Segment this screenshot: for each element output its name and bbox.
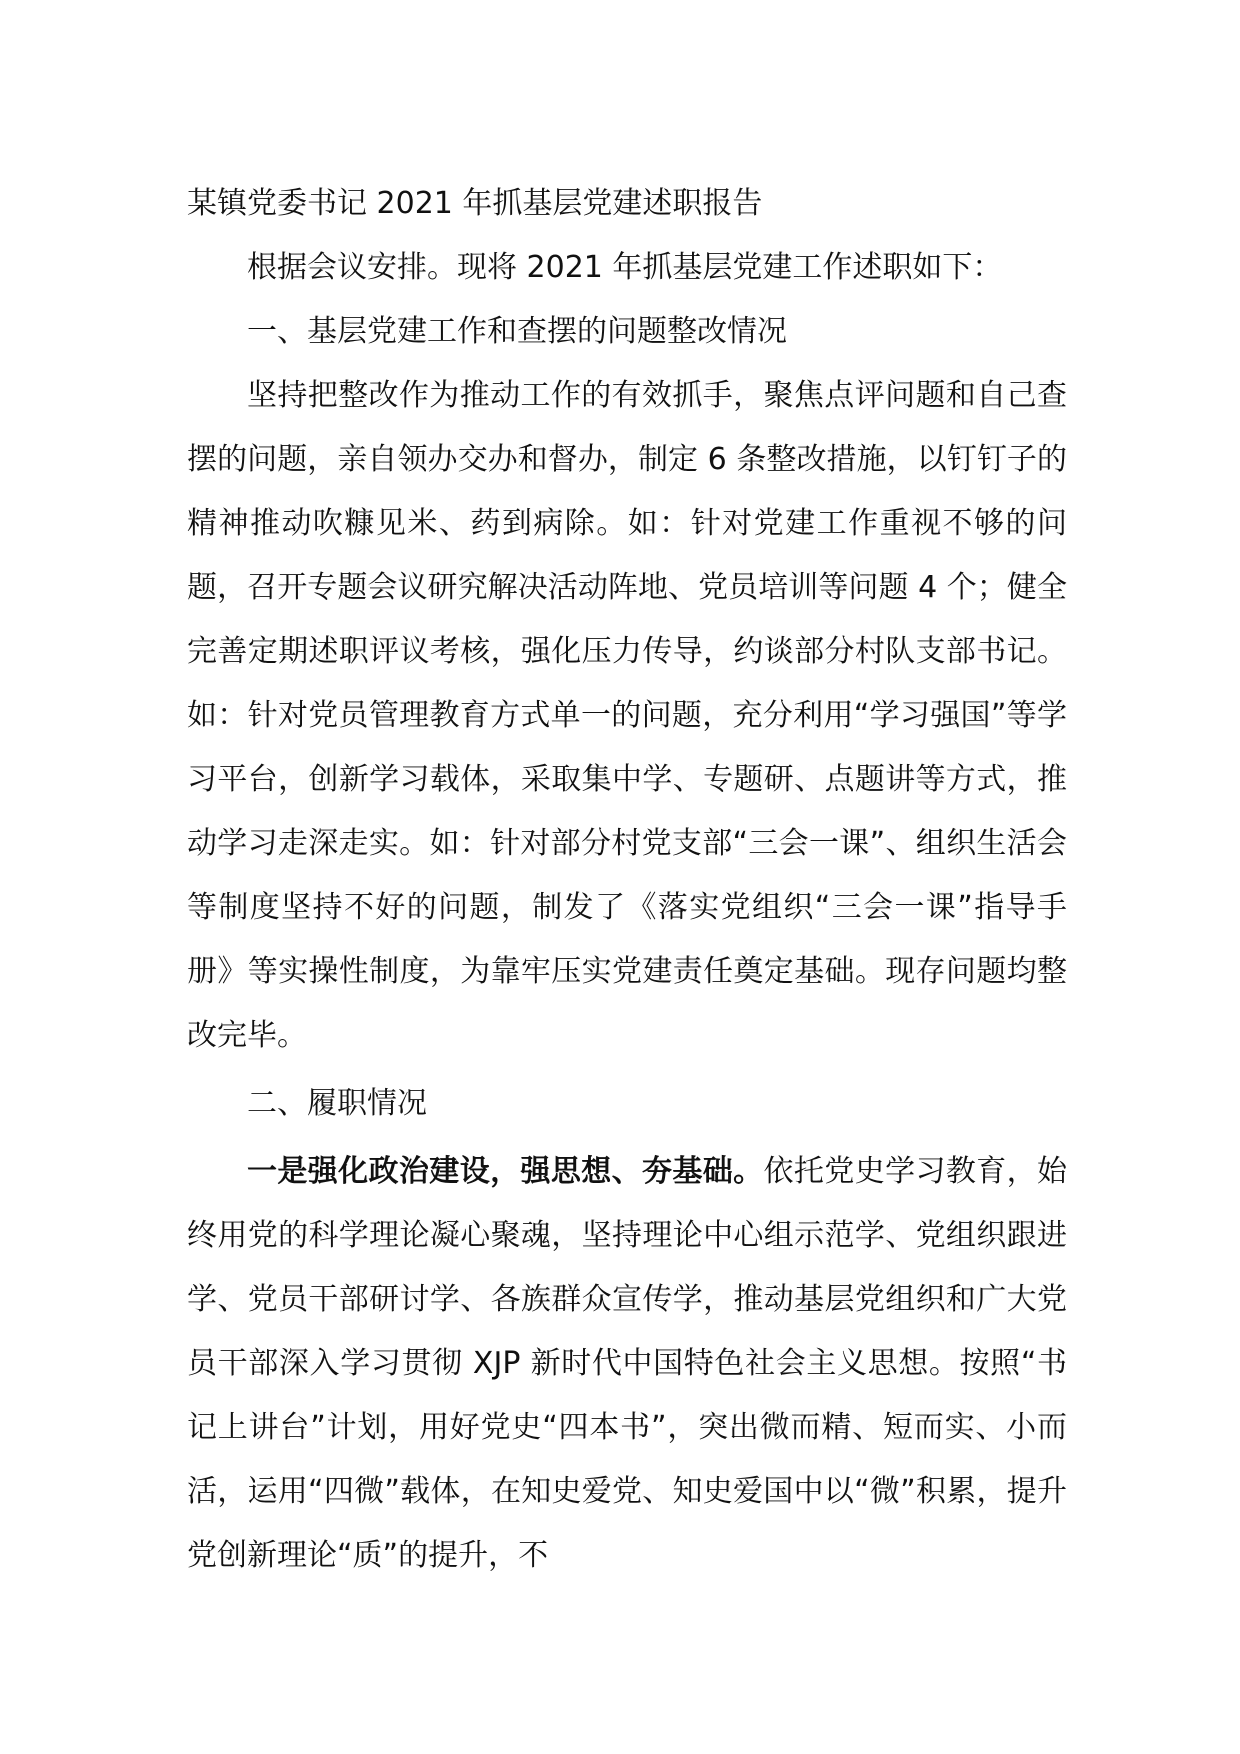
document-body xyxy=(187,172,1067,1588)
document-title: 某镇党委书记 2021 年抓基层党建述职报告 xyxy=(187,186,763,221)
section-2-heading: 二、履职情况 xyxy=(247,1086,427,1121)
section-1-heading: 一、基层党建工作和查摆的问题整改情况 xyxy=(247,314,787,349)
section-2-paragraph xyxy=(187,1140,1067,1588)
intro-paragraph: 根据会议安排。现将 2021 年抓基层党建工作述职如下： xyxy=(247,250,1003,285)
section-1-paragraph: 坚持把整改作为推动工作的有效抓手，聚焦点评问题和自己查摆的问题，亲自领办交办和督办，制定 6 条整改措施，以钉钉子的精神推动吹糠见米、药到病除。如：针对党建工作重视不够的问题，召开专题会议研究解决活动阵地、党员培训等问题 4 个；健全完善定期述职评议考核，强化压力传导，约谈部分村队支部书记。如：针对党员管理教育方式单一的问题，充分利用“学习强国”等学习平台，创新学习载体，采取集中学、专题研、点题讲等方式，推动学习走深走实。如：针对部分村党支部“三会一课”、组织生活会等制度坚持不好的问题，制发了《落实党组织“三会一课”指导手册》等实操性制度，为靠牢压实党建责任奠定基础。现存问题均整改完毕。 xyxy=(187,378,1067,1053)
section-2-body-text: 依托党史学习教育，始终用党的科学理论凝心聚魂，坚持理论中心组示范学、党组织跟进学、党员干部研讨学、各族群众宣传学，推动基层党组织和广大党员干部深入学习贯彻 XJP 新时代中国特色社会主义思想。按照“书记上讲台”计划，用好党史“四本书”，突出微而精、短而实、小而活，运用“四微”载体，在知史爱党、知史爱国中以“微”积累，提升党创新理论“质”的提升，不 xyxy=(187,1154,1068,1573)
section-2-lead-text: 一是强化政治建设，强思想、夯基础。 xyxy=(247,1154,764,1189)
